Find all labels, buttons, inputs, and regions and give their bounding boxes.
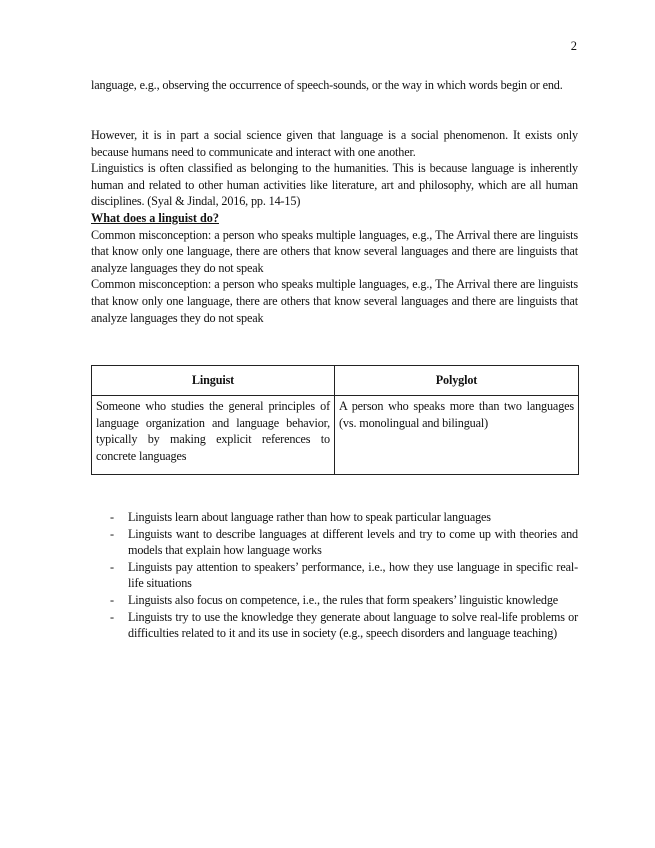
misconception-paragraph-1: Common misconception: a person who speaks multiple languages, e.g., The Arrival there are linguists that know only one language, there are others that know several languages and there are linguists that analyze languages they do not speak [91, 227, 578, 275]
table-row [92, 396, 579, 475]
list-item [91, 559, 578, 592]
paragraph-block-top [91, 77, 578, 94]
list-item-text: Linguists learn about language rather than how to speak particular languages [128, 510, 491, 524]
table-header-linguist: Linguist [92, 366, 335, 396]
comparison-table [91, 365, 579, 475]
dash-bullet: - [110, 609, 114, 624]
list-item [91, 526, 578, 559]
paragraph-humanities: Linguistics is often classified as belonging to the humanities. This is because language is inherently human and related to other human activities like literature, art and philosophy, which are all human disciplines. (Syal & Jindal, 2016, pp. 14-15) [91, 161, 578, 209]
section-heading: What does a linguist do? [91, 210, 219, 225]
list-item-text: Linguists also focus on competence, i.e., the rules that form speakers’ linguistic knowledge [128, 592, 559, 607]
list-item-text: Linguists want to describe languages at different levels and try to come up with theories and models that explain how language works [128, 526, 578, 558]
list-item [91, 609, 578, 642]
table-header-row [92, 366, 579, 396]
list-item [91, 509, 578, 526]
dash-bullet: - [110, 526, 114, 541]
misconception-paragraph-2: Common misconception: a person who speaks multiple languages, e.g., The Arrival there are linguists that know only one language, there are others that know several languages and there are linguists that analyze languages they do not speak [91, 277, 578, 325]
table-cell-polyglot-definition: A person who speaks more than two languages (vs. monolingual and bilingual) [335, 396, 579, 475]
dash-bullet: - [110, 592, 114, 607]
dash-bullet: - [110, 559, 114, 574]
page-number: 2 [570, 39, 577, 53]
table-header-polyglot: Polyglot [335, 366, 579, 396]
table-cell-linguist-definition: Someone who studies the general principles of language organization and language behavior, typically by making explicit references to concrete languages [92, 396, 335, 475]
paragraph-continued: language, e.g., observing the occurrence of speech-sounds, or the way in which words begin or end. [91, 78, 563, 92]
dash-bullet: - [110, 510, 114, 524]
paragraph-social-science: However, it is in part a social science given that language is a social phenomenon. It exists only because humans need to communicate and interact with one another. [91, 128, 578, 159]
list-item-text: Linguists try to use the knowledge they generate about language to solve real-life problems or difficulties related to it and its use in society (e.g., speech disorders and language teaching) [128, 609, 578, 641]
paragraph-block-main [91, 127, 578, 326]
bullet-list [91, 509, 578, 642]
list-item [91, 592, 578, 609]
list-item-text: Linguists pay attention to speakers’ performance, i.e., how they use language in specific real-life situations [128, 559, 578, 591]
